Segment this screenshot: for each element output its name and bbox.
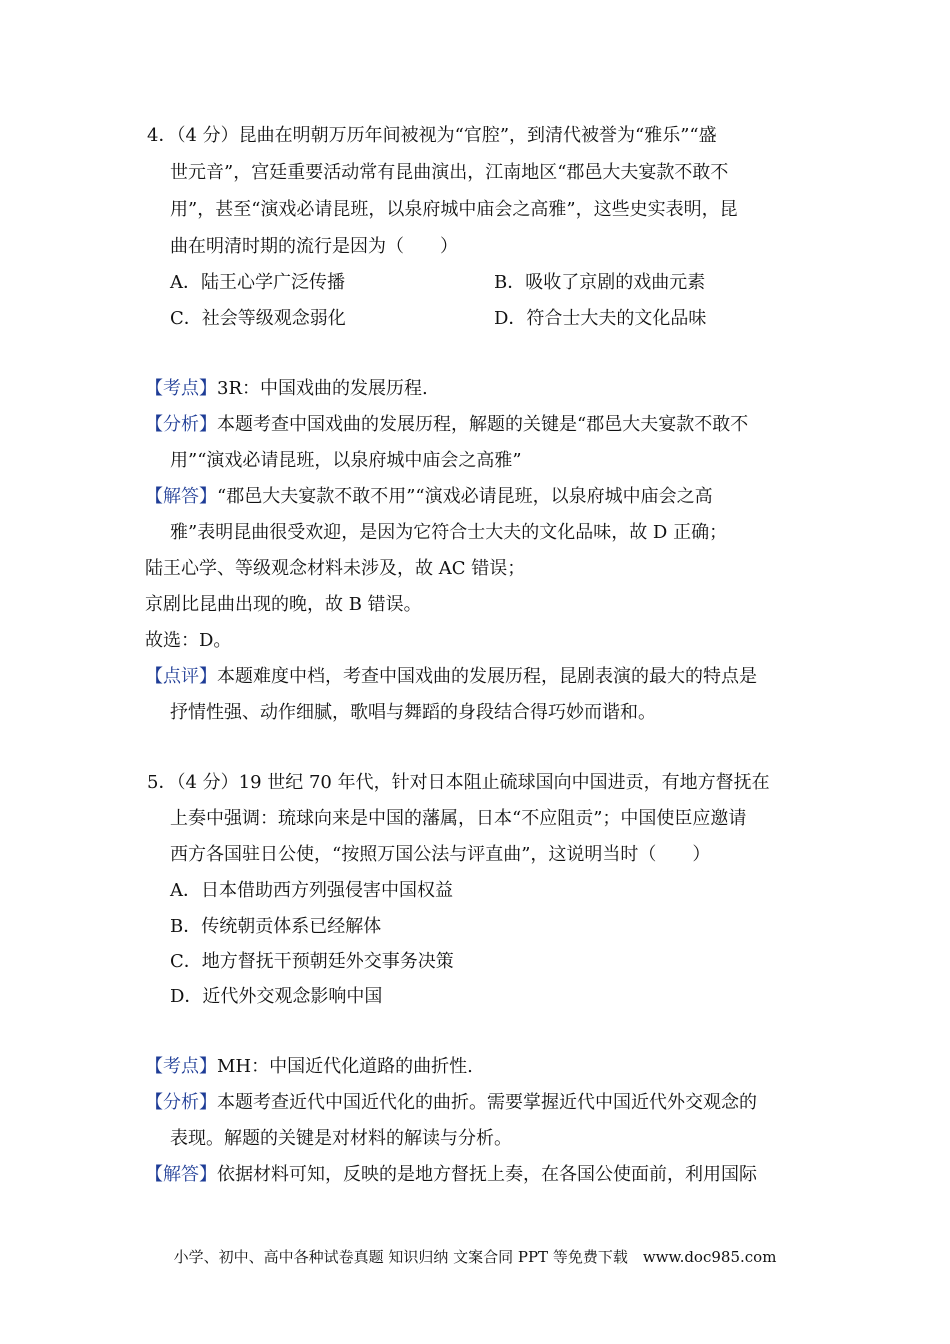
q4-fenxi (145, 414, 748, 436)
q4-option-b: B．吸收了京剧的戏曲元素 (494, 272, 706, 293)
q4-dianping (145, 666, 757, 688)
kaodian-text: 3R：中国戏曲的发展历程. (217, 378, 428, 399)
q4-stem-line-1: 4．（4 分）昆曲在明朝万历年间被视为“官腔”，到清代被誉为“雅乐”“盛 (147, 125, 717, 146)
q5-kaodian (145, 1056, 473, 1078)
q4-jieda (145, 486, 713, 508)
kaodian-text: MH：中国近代化道路的曲折性. (217, 1056, 473, 1077)
q5-stem-line-1: 5．（4 分）19 世纪 70 年代，针对日本阻止硫球国向中国进贡，有地方督抚在 (147, 772, 770, 793)
q5-option-d: D．近代外交观念影响中国 (170, 986, 383, 1007)
jieda-text: “郡邑大夫宴款不敢不用”“演戏必请昆班，以泉府城中庙会之高 (217, 486, 713, 507)
q5-stem-line-3: 西方各国驻日公使，“按照万国公法与评直曲”，这说明当时（ ） (170, 844, 711, 865)
q4-option-d: D．符合士大夫的文化品味 (494, 308, 707, 329)
q5-option-a: A．日本借助西方列强侵害中国权益 (170, 880, 453, 901)
fenxi-tag: 【分析】 (145, 414, 217, 435)
q4-kaodian (145, 378, 428, 400)
kaodian-tag: 【考点】 (145, 378, 217, 399)
q4-jieda-line-4: 京剧比昆曲出现的晚，故 B 错误。 (145, 594, 422, 615)
q4-stem-line-2: 世元音”，宫廷重要活动常有昆曲演出，江南地区“郡邑大夫宴款不敢不 (170, 162, 729, 183)
q5-stem-line-2: 上奏中强调：琉球向来是中国的藩属，日本“不应阻贡”；中国使臣应邀请 (170, 808, 747, 829)
jieda-text: 依据材料可知，反映的是地方督抚上奏，在各国公使面前，利用国际 (217, 1164, 757, 1185)
jieda-tag: 【解答】 (145, 1164, 217, 1185)
page-footer: 小学、初中、高中各种试卷真题 知识归纳 文案合同 PPT 等免费下载 www.doc985.com (173, 1248, 777, 1266)
q4-option-a: A．陆王心学广泛传播 (170, 272, 345, 293)
dianping-text: 本题难度中档，考查中国戏曲的发展历程，昆剧表演的最大的特点是 (217, 666, 757, 687)
q4-jieda-line-3: 陆王心学、等级观念材料未涉及，故 AC 错误； (145, 558, 526, 579)
fenxi-text: 本题考查近代中国近代化的曲折。需要掌握近代中国近代外交观念的 (217, 1092, 757, 1113)
q4-stem-line-4: 曲在明清时期的流行是因为（ ） (170, 236, 458, 257)
fenxi-text: 本题考查中国戏曲的发展历程，解题的关键是“郡邑大夫宴款不敢不 (217, 414, 749, 435)
kaodian-tag: 【考点】 (145, 1056, 217, 1077)
q4-jieda-cont: 雅”表明昆曲很受欢迎，是因为它符合士大夫的文化品味，故 D 正确； (170, 522, 728, 543)
q5-jieda (145, 1164, 757, 1186)
jieda-tag: 【解答】 (145, 486, 217, 507)
q4-answer: 故选：D。 (145, 630, 232, 651)
q4-fenxi-cont: 用”“演戏必请昆班，以泉府城中庙会之高雅” (170, 450, 522, 471)
fenxi-tag: 【分析】 (145, 1092, 217, 1113)
q5-option-c: C．地方督抚干预朝廷外交事务决策 (170, 951, 454, 972)
q5-fenxi (145, 1092, 757, 1114)
q4-option-c: C．社会等级观念弱化 (170, 308, 346, 329)
q5-fenxi-cont: 表现。解题的关键是对材料的解读与分析。 (170, 1128, 512, 1149)
dianping-tag: 【点评】 (145, 666, 217, 687)
q5-option-b: B．传统朝贡体系已经解体 (170, 916, 382, 937)
q4-stem-line-3: 用”，甚至“演戏必请昆班，以泉府城中庙会之高雅”，这些史实表明，昆 (170, 199, 738, 220)
q4-dianping-cont: 抒情性强、动作细腻，歌唱与舞蹈的身段结合得巧妙而谐和。 (170, 702, 656, 723)
